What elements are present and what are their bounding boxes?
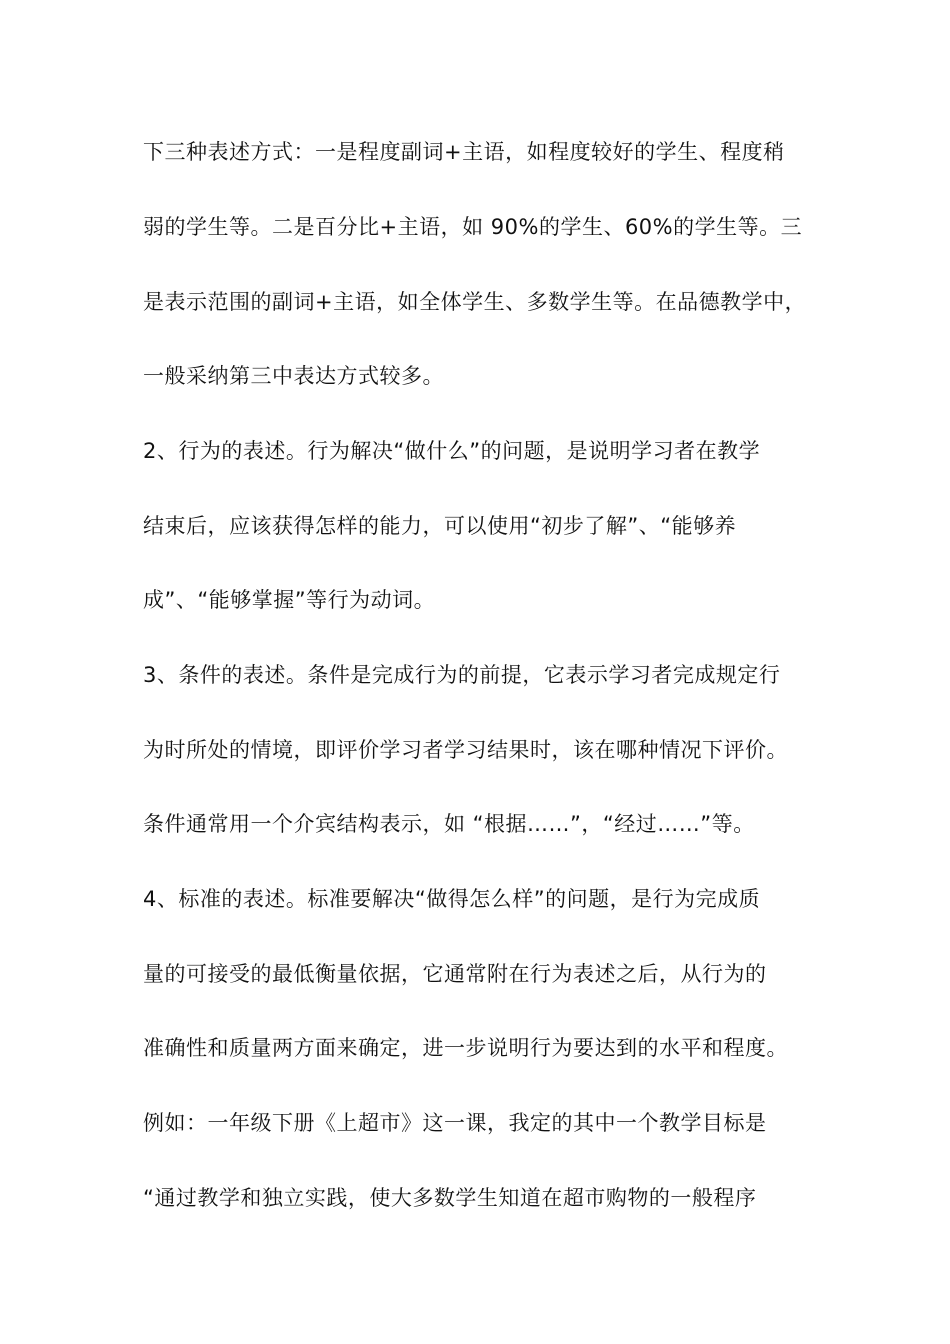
text-line: 例如：一年级下册《上超市》这一课，我定的其中一个教学目标是 bbox=[143, 1111, 767, 1135]
text-line: 4、标准的表述。标准要解决“做得怎么样”的问题，是行为完成质 bbox=[143, 887, 761, 911]
text-line: 量的可接受的最低衡量依据，它通常附在行为表述之后，从行为的 bbox=[143, 962, 767, 986]
text-line: 2、行为的表述。行为解决“做什么”的问题，是说明学习者在教学 bbox=[143, 439, 761, 463]
text-line: 结束后，应该获得怎样的能力，可以使用“初步了解”、“能够养 bbox=[143, 514, 737, 538]
text-line: 准确性和质量两方面来确定，进一步说明行为要达到的水平和程度。 bbox=[143, 1036, 788, 1060]
text-line: 条件通常用一个介宾结构表示，如 “根据……”，“经过……”等。 bbox=[143, 812, 755, 836]
text-line: 弱的学生等。二是百分比+主语，如 90%的学生、60%的学生等。三 bbox=[143, 215, 803, 239]
text-line: 一般采纳第三中表达方式较多。 bbox=[143, 364, 444, 388]
text-line: 成”、“能够掌握”等行为动词。 bbox=[143, 588, 436, 612]
text-line: 是表示范围的副词+主语，如全体学生、多数学生等。在品德教学中， bbox=[143, 290, 807, 314]
text-line: 下三种表述方式：一是程度副词+主语，如程度较好的学生、程度稍 bbox=[143, 140, 785, 164]
text-line: 3、条件的表述。条件是完成行为的前提，它表示学习者完成规定行 bbox=[143, 663, 781, 687]
text-line: “通过教学和独立实践，使大多数学生知道在超市购物的一般程序 bbox=[143, 1186, 757, 1210]
text-line: 为时所处的情境，即评价学习者学习结果时，该在哪种情况下评价。 bbox=[143, 738, 788, 762]
